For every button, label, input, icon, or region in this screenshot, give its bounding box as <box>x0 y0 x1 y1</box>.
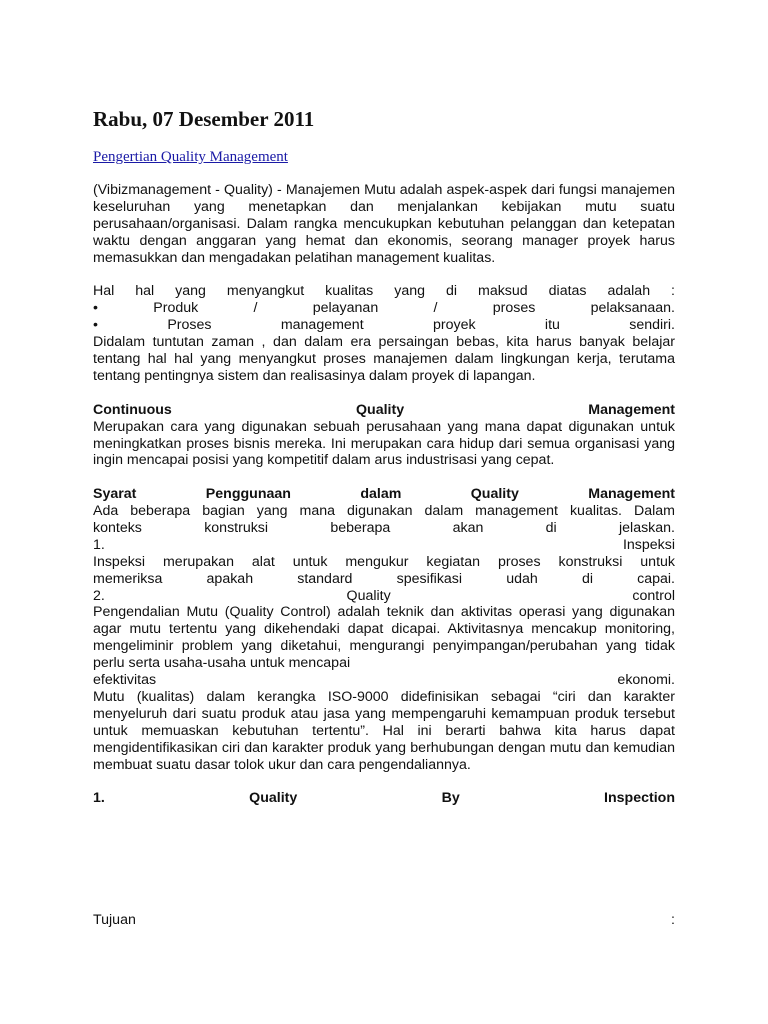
tujuan-colon: : <box>671 912 675 928</box>
syarat-heading: Syarat Penggunaan dalam Quality Management <box>93 486 675 503</box>
demands-paragraph: Didalam tuntutan zaman , dan dalam era persaingan bebas, kita harus banyak belajar tentang hal hal yang menyangkut proses manajemen dalam lingkungan kerja, terutama tentang pentingnya sistem dan realisasinya dalam proyek di lapangan. <box>93 334 675 384</box>
bullet-item: • Proses management proyek itu sendiri. <box>93 317 675 334</box>
tujuan-label: Tujuan <box>93 912 136 928</box>
list-intro: Hal hal yang menyangkut kualitas yang di maksud diatas adalah : <box>93 283 675 300</box>
qbi-heading: 1. Quality By Inspection <box>93 790 675 807</box>
tujuan-line <box>93 912 675 929</box>
cqm-paragraph: Merupakan cara yang digunakan sebuah perusahaan yang mana dapat digunakan untuk meningkatkan proses bisnis mereka. Ini merupakan cara hidup dari semua organisasi yang ingin mencapai posisi yang kompetitif dalam arus industrisasi yang cepat. <box>93 418 675 469</box>
syarat-line: konteks konstruksi beberapa akan di jelaskan. <box>93 519 675 536</box>
post-title-link[interactable]: Pengertian Quality Management <box>93 149 288 165</box>
inspeksi-line: memeriksa apakah standard spesifikasi udah di capai. <box>93 570 675 587</box>
qc-paragraph: Pengendalian Mutu (Quality Control) adalah teknik dan aktivitas operasi yang digunakan agar mutu tertentu yang dikehendaki dapat dicapai. Aktivitasnya mencakup monitoring, mengeliminir problem yang diketahui, mengurangi penyimpangan/perubahan yang tidak perlu serta usaha-usaha untuk mencapai <box>93 604 675 672</box>
inspeksi-line: Inspeksi merupakan alat untuk mengukur kegiatan proses konstruksi untuk <box>93 553 675 570</box>
bullet-item: • Produk / pelayanan / proses pelaksanaan. <box>93 300 675 317</box>
quality-items-block <box>93 283 675 334</box>
item-2-label: 2. Quality control <box>93 587 675 604</box>
item-1-label: 1. Inspeksi <box>93 536 675 553</box>
intro-paragraph: (Vibizmanagement - Quality) - Manajemen Mutu adalah aspek-aspek dari fungsi manajemen keseluruhan yang menetapkan dan menjalankan kebijakan mutu suatu perusahaan/organisasi. Dalam rangka mencukupkan kebutuhan pelanggan dan ketepatan waktu dengan anggaran yang hemat dan ekonomis, seorang manager proyek harus memasukkan dan mengadakan pelatihan management kualitas. <box>93 182 675 266</box>
post-date: Rabu, 07 Desember 2011 <box>93 107 315 131</box>
cqm-heading: Continuous Quality Management <box>93 401 675 418</box>
qc-last-line: efektivitas ekonomi. <box>93 672 675 689</box>
article-body <box>93 182 675 807</box>
syarat-line: Ada beberapa bagian yang mana digunakan dalam management kualitas. Dalam <box>93 503 675 520</box>
iso-paragraph: Mutu (kualitas) dalam kerangka ISO-9000 didefinisikan sebagai “ciri dan karakter menyeluruh dari suatu produk atau jasa yang mempengaruhi kemampuan produk tersebut untuk memuaskan kebutuhan tertentu”. Hal ini berarti bahwa kita harus dapat mengidentifikasikan ciri dan karakter produk yang berhubungan dengan mutu dan kemudian membuat suatu dasar tolok ukur dan cara pengendaliannya. <box>93 688 675 773</box>
